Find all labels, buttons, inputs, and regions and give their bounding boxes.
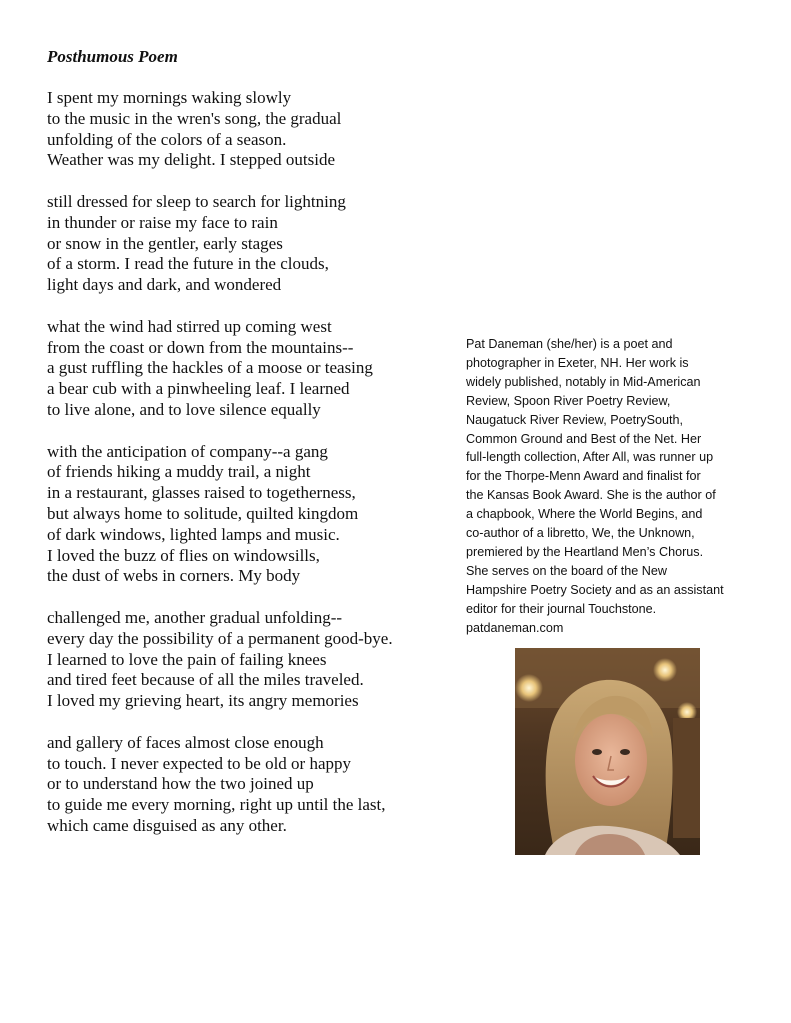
bio-line: Common Ground and Best of the Net. Her (466, 431, 702, 446)
poem-line: which came disguised as any other. (47, 815, 287, 835)
poem-line: or snow in the gentler, early stages (47, 233, 283, 253)
poem-line: still dressed for sleep to search for lightning (47, 191, 346, 211)
poem-line: in a restaurant, glasses raised to togetherness, (47, 483, 356, 503)
poem-line: I learned to love the pain of failing knees (47, 649, 327, 669)
bio-line: patdaneman.com (466, 620, 564, 635)
poem-line: with the anticipation of company--a gang (47, 441, 328, 461)
bio-line: full-length collection, After All, was runner up (466, 450, 714, 465)
poem-stanza (47, 608, 447, 712)
poem-stanza (47, 442, 447, 588)
poem-line: and gallery of faces almost close enough (47, 732, 324, 752)
poem-line: the dust of webs in corners. My body (47, 566, 301, 586)
poem-line: challenged me, another gradual unfolding-- (47, 607, 343, 627)
bio-line: co-author of a libretto, We, the Unknown, (466, 526, 695, 541)
bio-line: She serves on the board of the New (466, 563, 667, 578)
bio-line: Review, Spoon River Poetry Review, (466, 393, 671, 408)
poem-line: light days and dark, and wondered (47, 275, 282, 295)
poem-line: in thunder or raise my face to rain (47, 212, 278, 232)
poem-line: to the music in the wren's song, the gradual (47, 108, 342, 128)
poem-line: of dark windows, lighted lamps and music. (47, 524, 340, 544)
poem-stanza (47, 733, 447, 837)
poem-line: a bear cub with a pinwheeling leaf. I learned (47, 379, 350, 399)
poem-stanza (47, 192, 447, 296)
poem-line: every day the possibility of a permanent good-bye. (47, 628, 393, 648)
poem-line: unfolding of the colors of a season. (47, 129, 287, 149)
poem-line: to touch. I never expected to be old or happy (47, 753, 352, 773)
bio-line: photographer in Exeter, NH. Her work is (466, 355, 689, 370)
poem (47, 46, 447, 857)
bio-line: Naugatuck River Review, PoetrySouth, (466, 412, 683, 427)
poem-line: what the wind had stirred up coming west (47, 316, 332, 336)
poem-line: to live alone, and to love silence equally (47, 399, 321, 419)
poem-stanzas (47, 88, 447, 837)
bio-line: widely published, notably in Mid-American (466, 374, 701, 389)
author-bio (466, 335, 766, 638)
bio-line: Pat Daneman (she/her) is a poet and (466, 337, 673, 351)
poem-line: I loved my grieving heart, its angry memories (47, 691, 359, 711)
poem-line: I loved the buzz of flies on windowsills, (47, 545, 320, 565)
poem-line: Weather was my delight. I stepped outside (47, 150, 336, 170)
poem-line: of a storm. I read the future in the clouds, (47, 254, 329, 274)
bio-line: for the Thorpe-Menn Award and finalist for (466, 469, 701, 484)
poem-line: but always home to solitude, quilted kingdom (47, 503, 359, 523)
bio-line: editor for their journal Touchstone. (466, 601, 657, 616)
poem-stanza (47, 317, 447, 421)
poem-line: from the coast or down from the mountains-- (47, 337, 354, 357)
bio-line: a chapbook, Where the World Begins, and (466, 507, 703, 522)
author-photo (515, 648, 700, 855)
poem-line: a gust ruffling the hackles of a moose or teasing (47, 358, 373, 378)
poem-line: and tired feet because of all the miles traveled. (47, 670, 364, 690)
poem-stanza (47, 88, 447, 171)
bio-line: premiered by the Heartland Men’s Chorus. (466, 544, 704, 559)
poem-line: I spent my mornings waking slowly (47, 88, 292, 107)
poem-line: to guide me every morning, right up until the last, (47, 795, 386, 815)
bio-line: the Kansas Book Award. She is the author of (466, 488, 716, 503)
bio-line: Hampshire Poetry Society and as an assistant (466, 582, 724, 597)
poem-line: of friends hiking a muddy trail, a night (47, 462, 311, 482)
poem-title: Posthumous Poem (47, 47, 178, 66)
poem-line: or to understand how the two joined up (47, 774, 314, 794)
